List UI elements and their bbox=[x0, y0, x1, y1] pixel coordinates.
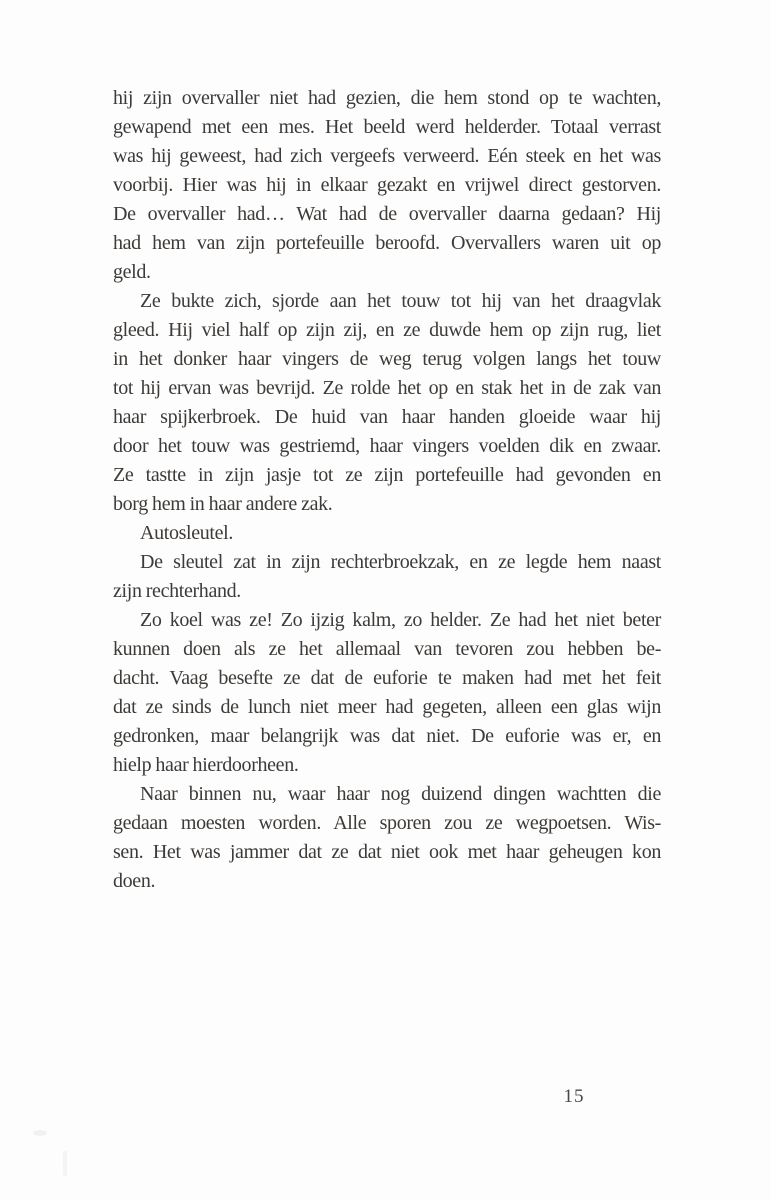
text-line: borg hem in haar andere zak. bbox=[113, 493, 333, 515]
body-text bbox=[113, 84, 661, 896]
text-line: tot hij ervan was bevrijd. Ze rolde het op en stak het in de zak van bbox=[113, 377, 661, 399]
text-line: had hem van zijn portefeuille beroofd. Overvallers waren uit op bbox=[113, 232, 661, 254]
text-line: kunnen doen als ze het allemaal van tevoren zou hebben be- bbox=[113, 638, 661, 660]
text-line: Autosleutel. bbox=[140, 522, 234, 544]
paragraph bbox=[113, 780, 661, 896]
text-line: gewapend met een mes. Het beeld werd helderder. Totaal verrast bbox=[113, 116, 661, 138]
text-line: voorbij. Hier was hij in elkaar gezakt en vrijwel direct gestorven. bbox=[113, 174, 661, 196]
text-line: was hij geweest, had zich vergeefs verweerd. Eén steek en het was bbox=[113, 145, 661, 167]
text-line: in het donker haar vingers de weg terug volgen langs het touw bbox=[113, 348, 661, 370]
text-line: dacht. Vaag besefte ze dat de euforie te maken had met het feit bbox=[113, 667, 661, 689]
text-line: sen. Het was jammer dat ze dat niet ook met haar geheugen kon bbox=[113, 841, 661, 863]
paragraph bbox=[113, 84, 661, 287]
text-line: gedaan moesten worden. Alle sporen zou ze wegpoetsen. Wis- bbox=[113, 812, 661, 834]
text-line: Ze bukte zich, sjorde aan het touw tot hij van het draagvlak bbox=[140, 290, 661, 312]
paragraph bbox=[113, 519, 661, 548]
text-line: zijn rechterhand. bbox=[113, 580, 241, 602]
page-number: 15 bbox=[563, 1086, 585, 1107]
text-line: doen. bbox=[113, 870, 156, 892]
text-line: De sleutel zat in zijn rechterbroekzak, en ze legde hem naast bbox=[140, 551, 661, 573]
text-line: dat ze sinds de lunch niet meer had gegeten, alleen een glas wijn bbox=[113, 696, 661, 718]
scan-artifact bbox=[33, 1130, 47, 1136]
text-line: Ze tastte in zijn jasje tot ze zijn portefeuille had gevonden en bbox=[113, 464, 661, 486]
text-line: Zo koel was ze! Zo ijzig kalm, zo helder. Ze had het niet beter bbox=[140, 609, 661, 631]
text-line: door het touw was gestriemd, haar vingers voelden dik en zwaar. bbox=[113, 435, 661, 457]
paragraph bbox=[113, 606, 661, 780]
scan-artifact bbox=[63, 1151, 67, 1176]
text-line: haar spijkerbroek. De huid van haar handen gloeide waar hij bbox=[113, 406, 661, 428]
text-line: hij zijn overvaller niet had gezien, die hem stond op te wachten, bbox=[113, 87, 661, 109]
text-line: hielp haar hierdoorheen. bbox=[113, 754, 299, 776]
paragraph bbox=[113, 287, 661, 519]
text-line: gedronken, maar belangrijk was dat niet. De euforie was er, en bbox=[113, 725, 661, 747]
text-line: geld. bbox=[113, 261, 151, 283]
text-line: gleed. Hij viel half op zijn zij, en ze duwde hem op zijn rug, liet bbox=[113, 319, 661, 341]
text-line: Naar binnen nu, waar haar nog duizend dingen wachtten die bbox=[140, 783, 661, 805]
paragraph bbox=[113, 548, 661, 606]
text-line: De overvaller had… Wat had de overvaller daarna gedaan? Hij bbox=[113, 203, 661, 225]
